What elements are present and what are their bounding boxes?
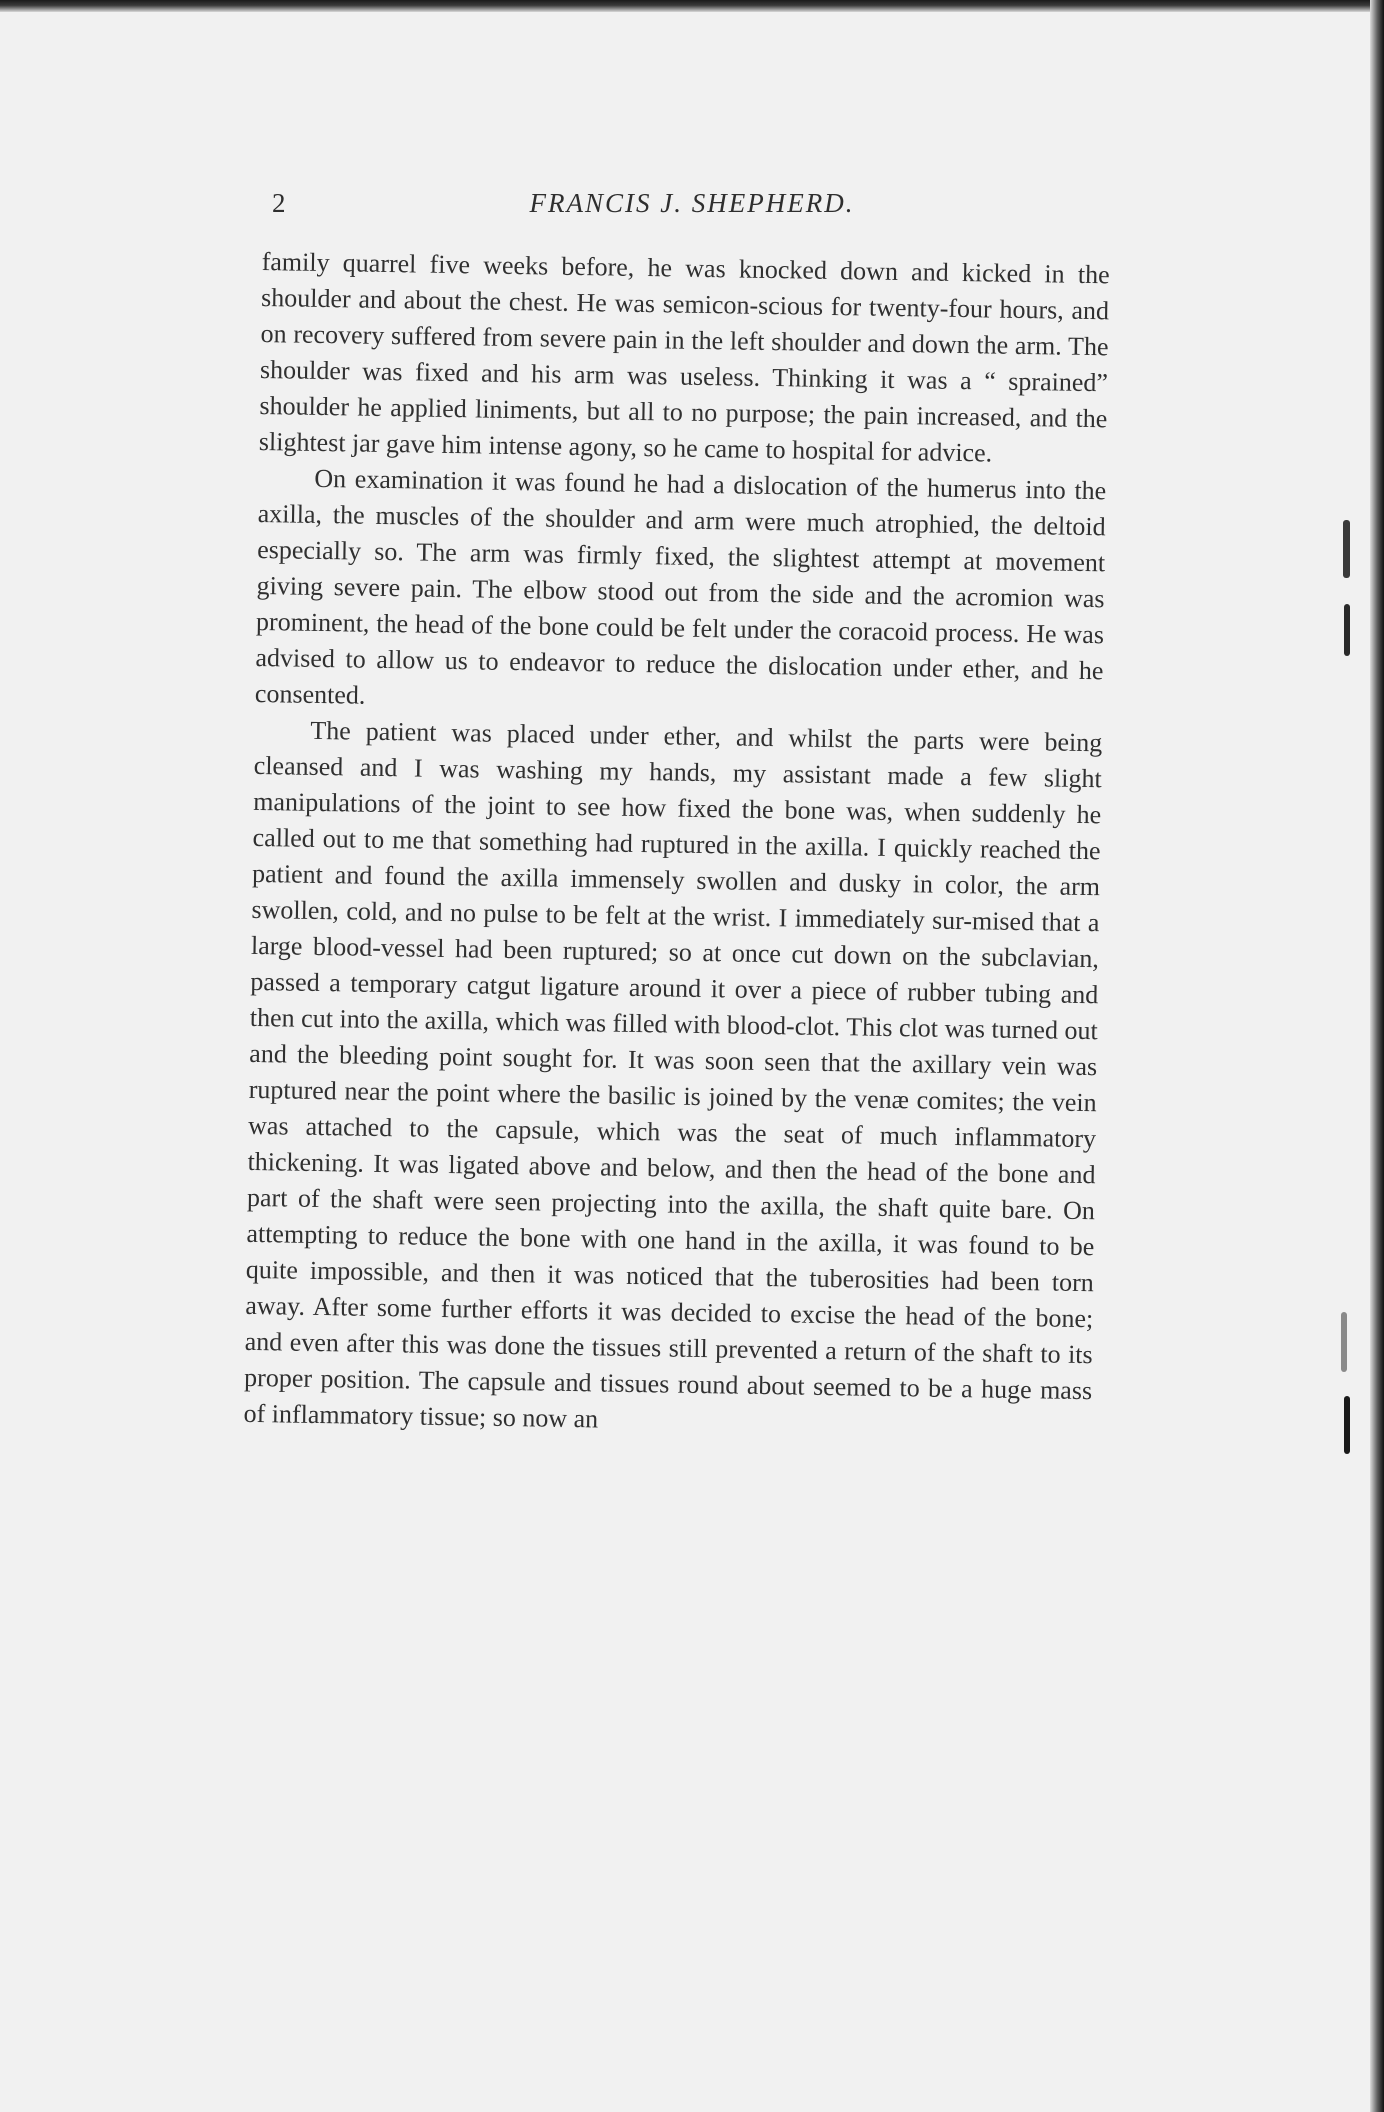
running-head: FRANCIS J. SHEPHERD. <box>529 188 855 218</box>
margin-mark <box>1344 604 1350 656</box>
page-header <box>272 188 1112 228</box>
margin-mark <box>1343 520 1350 578</box>
body-text <box>243 244 1110 1445</box>
margin-mark <box>1344 1396 1350 1454</box>
page-number: 2 <box>272 188 286 218</box>
paragraph: The patient was placed under ether, and whilst the parts were being cleansed and I was washing my hands, my assistant made a few slight manipulations of the joint to see how fixed the bone was, when suddenly he called out to me that something had ruptured in the axilla. I quickly reached the patient and found the axilla immensely swollen and dusky in color, the arm swollen, cold, and no pulse to be felt at the wrist. I immediately sur-mised that a large blood-vessel had been ruptured; so at once cut down on the subclavian, passed a temporary catgut ligature around it over a piece of rubber tubing and then cut into the axilla, which was filled with blood-clot. This clot was turned out and the bleeding point sought for. It was soon seen that the axillary vein was ruptured near the point where the basilic is joined by the venæ comites; the vein was attached to the capsule, which was the seat of much inflammatory thickening. It was ligated above and below, and then the head of the bone and part of the shaft were seen projecting into the axilla, the shaft quite bare. On attempting to reduce the bone with one hand in the axilla, it was found to be quite impossible, and then it was noticed that the tuberosities had been torn away. After some further efforts it was decided to excise the head of the bone; and even after this was done the tissues still prevented a return of the shaft to its proper position. The capsule and tissues round about seemed to be a huge mass of inflammatory tissue; so now an <box>243 715 1103 1434</box>
margin-mark <box>1341 1312 1347 1372</box>
scan-right-border <box>1370 0 1384 2112</box>
paragraph: On examination it was found he had a dislocation of the humerus into the axilla, the muscles of the shoulder and arm were much atrophied, the deltoid especially so. The arm was firmly fixed, the slightest attempt at movement giving severe pain. The elbow stood out from the side and the acromion was prominent, the head of the bone could be felt under the coracoid process. He was advised to allow us to endeavor to reduce the dislocation under ether, and he consented. <box>254 463 1107 710</box>
paragraph: family quarrel five weeks before, he was knocked down and kicked in the shoulder and about the chest. He was semicon-scious for twenty-four hours, and on recovery suffered from severe pain in the left shoulder and down the arm. The shoulder was fixed and his arm was useless. Thinking it was a “ sprained” shoulder he applied liniments, but all to no purpose; the pain increased, and the slightest jar gave him intense agony, so he came to hospital for advice. <box>258 246 1110 468</box>
scan-top-border <box>0 0 1384 12</box>
